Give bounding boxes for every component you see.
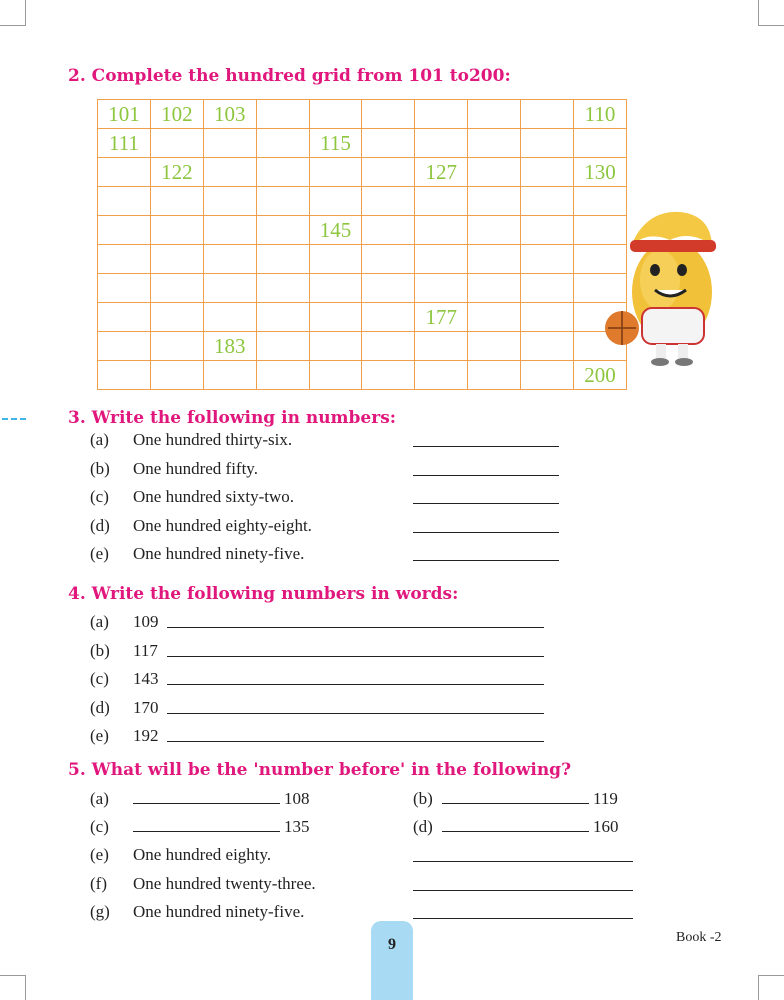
answer-line[interactable] [413, 560, 559, 561]
grid-cell[interactable] [256, 361, 309, 390]
grid-cell[interactable] [362, 274, 415, 303]
answer-line[interactable] [413, 532, 559, 533]
crop-mark [758, 0, 759, 26]
grid-row [98, 129, 627, 158]
grid-cell[interactable]: 101 [98, 100, 151, 129]
grid-cell[interactable] [362, 187, 415, 216]
grid-cell[interactable] [150, 129, 203, 158]
answer-line[interactable] [413, 918, 633, 919]
grid-cell[interactable] [309, 100, 362, 129]
grid-cell[interactable] [256, 100, 309, 129]
grid-cell[interactable] [98, 303, 151, 332]
item-label: (b) [90, 458, 110, 478]
grid-cell[interactable] [521, 187, 574, 216]
item-number: 160 [593, 817, 619, 836]
grid-cell[interactable] [309, 245, 362, 274]
item-number: 192 [133, 726, 159, 745]
q4-title: 4. Write the following numbers in words: [68, 584, 459, 604]
grid-cell[interactable] [150, 361, 203, 390]
grid-cell[interactable] [468, 274, 521, 303]
grid-cell[interactable]: 183 [203, 332, 256, 361]
grid-cell[interactable] [362, 245, 415, 274]
item-label: (d) [413, 817, 433, 836]
grid-cell[interactable] [415, 245, 468, 274]
grid-cell[interactable] [309, 332, 362, 361]
answer-line[interactable] [133, 831, 280, 832]
hundred-grid [97, 99, 627, 390]
grid-cell[interactable] [309, 303, 362, 332]
item-number: 108 [284, 789, 310, 808]
item-label: (g) [90, 902, 110, 921]
grid-cell[interactable]: 177 [415, 303, 468, 332]
grid-cell[interactable] [362, 158, 415, 187]
crop-mark [758, 975, 784, 976]
grid-cell[interactable] [362, 332, 415, 361]
answer-line[interactable] [413, 446, 559, 447]
answer-line[interactable] [413, 890, 633, 891]
item-label: (d) [90, 697, 110, 717]
item-label: (b) [413, 789, 433, 808]
item-label: (b) [90, 640, 110, 660]
grid-cell[interactable] [256, 274, 309, 303]
item-label: (c) [90, 669, 109, 688]
grid-cell[interactable] [468, 332, 521, 361]
grid-cell[interactable] [415, 361, 468, 390]
item-text: One hundred thirty-six. [133, 430, 293, 449]
potato-mascot-image [600, 200, 740, 370]
grid-cell[interactable] [150, 216, 203, 245]
item-number: 119 [593, 789, 618, 808]
grid-cell[interactable] [256, 129, 309, 158]
item-text: One hundred eighty-eight. [133, 515, 312, 535]
grid-cell[interactable]: 110 [574, 100, 627, 129]
grid-cell[interactable] [415, 216, 468, 245]
page-number: 9 [388, 936, 396, 953]
grid-cell[interactable] [415, 274, 468, 303]
grid-cell[interactable]: 111 [98, 129, 151, 158]
grid-cell[interactable] [362, 361, 415, 390]
grid-cell[interactable] [521, 245, 574, 274]
grid-cell[interactable] [150, 245, 203, 274]
grid-cell[interactable]: 130 [574, 158, 627, 187]
grid-row [98, 187, 627, 216]
grid-cell[interactable]: 102 [150, 100, 203, 129]
grid-row [98, 274, 627, 303]
grid-cell[interactable] [521, 129, 574, 158]
grid-cell[interactable]: 103 [203, 100, 256, 129]
grid-cell[interactable] [521, 100, 574, 129]
book-label: Book -2 [676, 930, 722, 945]
grid-cell[interactable] [521, 303, 574, 332]
q2-title: 2. Complete the hundred grid from 101 to200: [68, 66, 511, 86]
grid-cell[interactable] [521, 332, 574, 361]
q3-title: 3. Write the following in numbers: [68, 408, 397, 428]
answer-line[interactable] [442, 831, 589, 832]
crop-mark [758, 25, 784, 26]
grid-cell[interactable] [98, 216, 151, 245]
item-label: (e) [90, 544, 109, 563]
answer-line[interactable] [413, 503, 559, 504]
item-label: (c) [90, 817, 109, 836]
item-text: One hundred twenty-three. [133, 873, 316, 893]
grid-cell[interactable] [468, 187, 521, 216]
grid-cell[interactable] [415, 187, 468, 216]
grid-cell[interactable] [309, 274, 362, 303]
grid-cell[interactable] [309, 187, 362, 216]
grid-cell[interactable] [521, 216, 574, 245]
item-label: (e) [90, 726, 109, 745]
item-number: 109 [133, 612, 159, 631]
grid-cell[interactable] [256, 158, 309, 187]
grid-cell[interactable] [256, 187, 309, 216]
grid-cell[interactable] [150, 187, 203, 216]
item-label: (a) [90, 789, 109, 808]
grid-cell[interactable]: 115 [309, 129, 362, 158]
crop-mark [0, 25, 26, 26]
grid-cell[interactable] [468, 158, 521, 187]
grid-row [98, 245, 627, 274]
grid-cell[interactable] [203, 274, 256, 303]
grid-cell[interactable] [150, 303, 203, 332]
grid-cell[interactable] [468, 216, 521, 245]
grid-cell[interactable] [468, 361, 521, 390]
grid-cell[interactable] [256, 332, 309, 361]
grid-cell[interactable] [362, 100, 415, 129]
grid-row [98, 332, 627, 361]
grid-cell[interactable] [203, 361, 256, 390]
grid-row [98, 303, 627, 332]
grid-cell[interactable] [415, 332, 468, 361]
page-number-tab [371, 921, 413, 1000]
grid-cell[interactable] [150, 332, 203, 361]
grid-cell[interactable] [468, 303, 521, 332]
grid-cell[interactable] [256, 216, 309, 245]
grid-cell[interactable] [256, 303, 309, 332]
answer-line[interactable] [133, 803, 280, 804]
grid-cell[interactable]: 122 [150, 158, 203, 187]
grid-cell[interactable] [309, 158, 362, 187]
grid-cell[interactable] [362, 129, 415, 158]
grid-cell[interactable] [415, 129, 468, 158]
grid-cell[interactable]: 127 [415, 158, 468, 187]
item-number: 117 [133, 640, 158, 660]
grid-cell[interactable] [521, 274, 574, 303]
grid-cell[interactable] [203, 129, 256, 158]
grid-cell[interactable] [309, 361, 362, 390]
grid-row [98, 158, 627, 187]
item-label: (e) [90, 845, 109, 864]
answer-line[interactable] [167, 713, 544, 714]
crop-mark [758, 975, 759, 1000]
item-text: One hundred fifty. [133, 458, 258, 478]
grid-cell[interactable] [203, 216, 256, 245]
grid-cell[interactable] [150, 274, 203, 303]
grid-cell[interactable] [98, 245, 151, 274]
grid-cell[interactable] [203, 158, 256, 187]
grid-cell[interactable] [98, 274, 151, 303]
item-label: (f) [90, 873, 107, 893]
grid-cell[interactable] [521, 361, 574, 390]
item-label: (a) [90, 430, 109, 449]
margin-dash [2, 418, 26, 420]
answer-line[interactable] [167, 656, 544, 657]
answer-line[interactable] [413, 475, 559, 476]
answer-line[interactable] [413, 861, 633, 862]
grid-cell[interactable] [574, 129, 627, 158]
grid-row [98, 100, 627, 129]
grid-cell[interactable] [256, 245, 309, 274]
item-label: (a) [90, 612, 109, 631]
answer-line[interactable] [442, 803, 589, 804]
grid-cell[interactable] [468, 100, 521, 129]
grid-cell[interactable] [98, 187, 151, 216]
grid-cell[interactable] [203, 187, 256, 216]
item-text: One hundred ninety-five. [133, 544, 305, 563]
grid-cell[interactable] [362, 303, 415, 332]
grid-row [98, 216, 627, 245]
item-number: 143 [133, 669, 159, 688]
item-text: One hundred eighty. [133, 845, 272, 864]
grid-cell[interactable]: 145 [309, 216, 362, 245]
crop-mark [25, 0, 26, 26]
crop-mark [25, 975, 26, 1000]
grid-cell[interactable] [203, 245, 256, 274]
grid-cell[interactable] [362, 216, 415, 245]
item-label: (d) [90, 515, 110, 535]
answer-line[interactable] [167, 684, 544, 685]
grid-cell[interactable] [468, 245, 521, 274]
grid-row [98, 361, 627, 390]
item-number: 135 [284, 817, 310, 836]
grid-cell[interactable] [98, 361, 151, 390]
grid-cell[interactable] [415, 100, 468, 129]
item-label: (c) [90, 487, 109, 506]
grid-cell[interactable] [98, 158, 151, 187]
grid-cell[interactable] [521, 158, 574, 187]
q5-title: 5. What will be the 'number before' in the following? [68, 760, 572, 780]
grid-cell[interactable] [98, 332, 151, 361]
grid-cell[interactable] [203, 303, 256, 332]
item-text: One hundred ninety-five. [133, 902, 305, 921]
grid-cell[interactable] [468, 129, 521, 158]
answer-line[interactable] [167, 627, 544, 628]
grid-cell[interactable]: 200 [574, 361, 627, 390]
answer-line[interactable] [167, 741, 544, 742]
crop-mark [0, 975, 26, 976]
item-number: 170 [133, 697, 159, 717]
item-text: One hundred sixty-two. [133, 487, 295, 506]
